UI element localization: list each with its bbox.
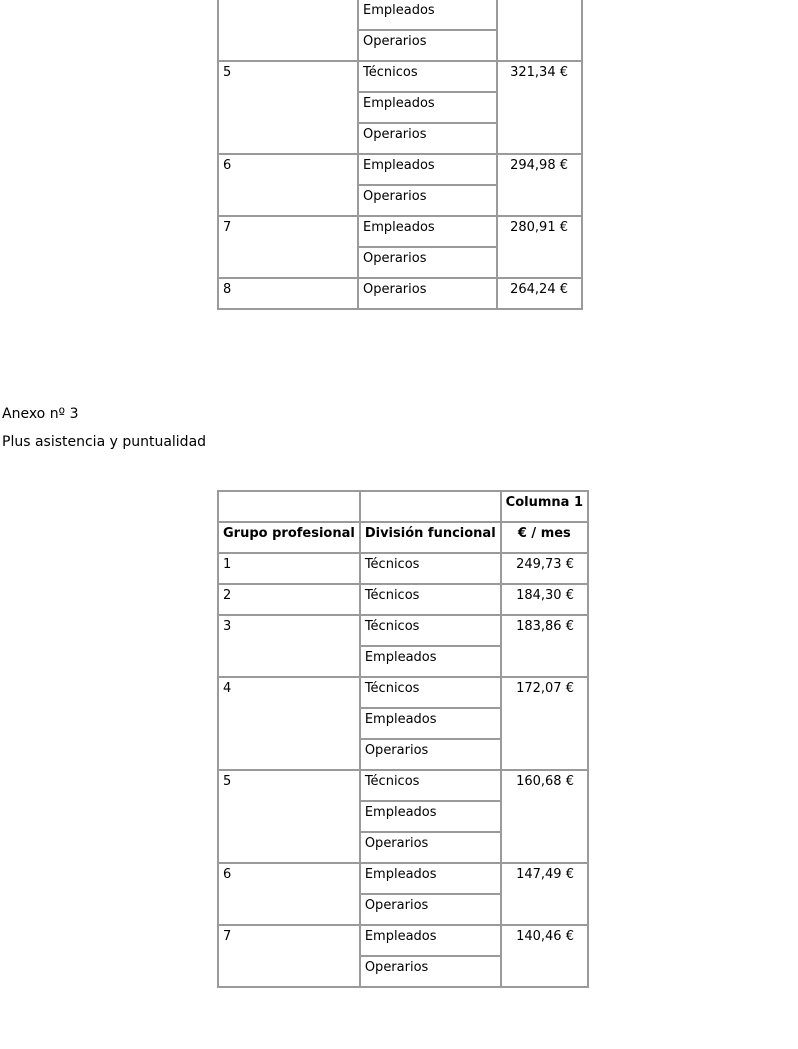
amount-cell: 183,86 €	[501, 615, 588, 677]
amount-header: € / mes	[501, 522, 588, 553]
table-row	[218, 154, 582, 185]
salary-table-continued-body	[218, 0, 582, 309]
table-row	[218, 216, 582, 247]
group-cell: 3	[218, 615, 360, 677]
header-empty-cell	[218, 491, 360, 522]
group-cell: 6	[218, 863, 360, 925]
group-cell	[218, 0, 358, 61]
division-cell: Empleados	[360, 925, 501, 956]
division-cell: Operarios	[358, 30, 497, 61]
division-cell: Operarios	[358, 123, 497, 154]
amount-cell: 321,34 €	[497, 61, 582, 154]
group-cell: 8	[218, 278, 358, 309]
amount-cell: 172,07 €	[501, 677, 588, 770]
division-cell: Técnicos	[360, 615, 501, 646]
division-cell: Operarios	[358, 185, 497, 216]
table-row	[218, 770, 588, 801]
division-cell: Técnicos	[360, 584, 501, 615]
amount-cell: 249,73 €	[501, 553, 588, 584]
salary-table-continued	[217, 0, 583, 310]
table-header-row-top	[218, 491, 588, 522]
amount-cell	[497, 0, 582, 61]
amount-cell: 280,91 €	[497, 216, 582, 278]
group-cell: 2	[218, 584, 360, 615]
division-cell: Operarios	[360, 832, 501, 863]
division-cell: Empleados	[360, 801, 501, 832]
group-cell: 5	[218, 61, 358, 154]
table-row	[218, 677, 588, 708]
division-cell: Empleados	[358, 0, 497, 30]
division-cell: Técnicos	[360, 677, 501, 708]
division-cell: Técnicos	[358, 61, 497, 92]
group-cell: 7	[218, 925, 360, 987]
division-cell: Operarios	[360, 894, 501, 925]
table-row	[218, 0, 582, 30]
amount-cell: 140,46 €	[501, 925, 588, 987]
division-cell: Empleados	[360, 708, 501, 739]
group-cell: 1	[218, 553, 360, 584]
table-row	[218, 61, 582, 92]
group-cell: 4	[218, 677, 360, 770]
table-row	[218, 278, 582, 309]
header-empty-cell	[360, 491, 501, 522]
table-row	[218, 553, 588, 584]
division-cell: Empleados	[358, 92, 497, 123]
group-cell: 5	[218, 770, 360, 863]
division-cell: Operarios	[360, 739, 501, 770]
division-cell: Técnicos	[360, 770, 501, 801]
division-cell: Operarios	[360, 956, 501, 987]
group-header: Grupo profesional	[218, 522, 360, 553]
division-cell: Operarios	[358, 278, 497, 309]
division-cell: Empleados	[360, 646, 501, 677]
table-header-row	[218, 522, 588, 553]
table-row	[218, 584, 588, 615]
amount-cell: 184,30 €	[501, 584, 588, 615]
division-cell: Empleados	[358, 154, 497, 185]
table-row	[218, 615, 588, 646]
table-row	[218, 925, 588, 956]
column-1-header: Columna 1	[501, 491, 588, 522]
annex-subtitle: Plus asistencia y puntualidad	[2, 434, 207, 450]
amount-cell: 147,49 €	[501, 863, 588, 925]
attendance-bonus-table-body	[218, 553, 588, 987]
division-cell: Operarios	[358, 247, 497, 278]
amount-cell: 264,24 €	[497, 278, 582, 309]
table-row	[218, 863, 588, 894]
division-cell: Técnicos	[360, 553, 501, 584]
division-cell: Empleados	[358, 216, 497, 247]
group-cell: 7	[218, 216, 358, 278]
annex-title: Anexo nº 3	[2, 406, 79, 422]
amount-cell: 294,98 €	[497, 154, 582, 216]
attendance-bonus-table	[217, 490, 589, 988]
division-cell: Empleados	[360, 863, 501, 894]
division-header: División funcional	[360, 522, 501, 553]
group-cell: 6	[218, 154, 358, 216]
amount-cell: 160,68 €	[501, 770, 588, 863]
